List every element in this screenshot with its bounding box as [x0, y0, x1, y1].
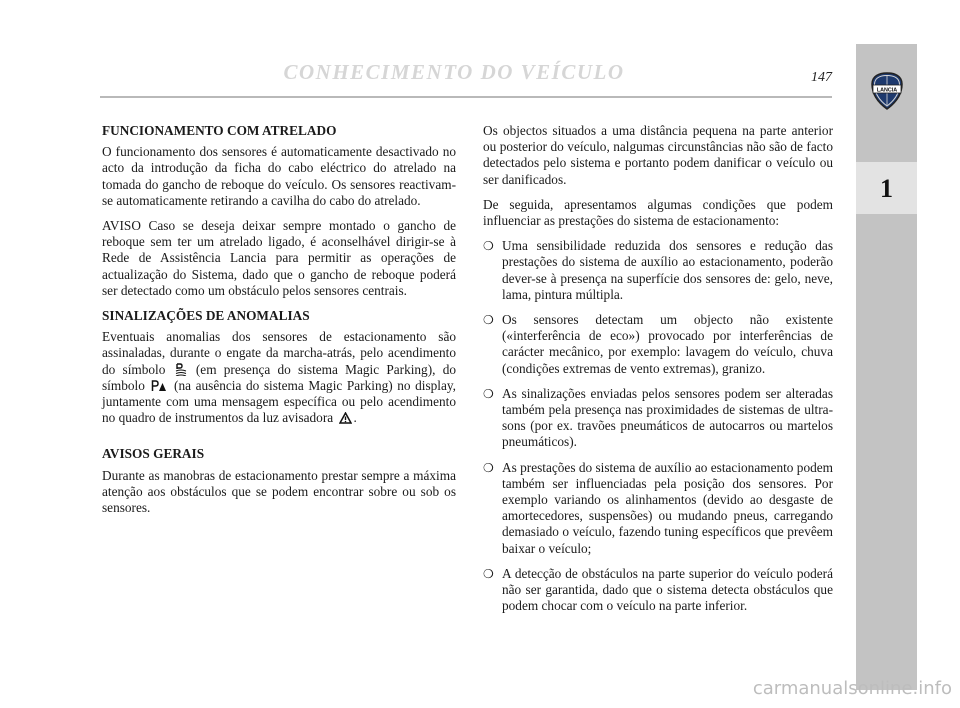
lancia-shield-logo	[870, 72, 904, 110]
list-item-text: Uma sensibilidade reduzida dos sensores e redução das prestações do sistema de auxílio ao estacionamento, poderão dever-se à presença na superfície dos sensores de: gelo, neve, lama, pintura múltipla.	[502, 238, 833, 302]
bullet-icon: ❍	[483, 313, 494, 328]
watermark: carmanualsonline.info	[752, 678, 952, 699]
chapter-number-box	[856, 162, 917, 214]
list-item-text: Os sensores detectam um objecto não existente («interferência de eco») provocado por interferências de carácter mecânico, por exemplo: lavagem do veículo, chuva (condições extremas de vento extremas), granizo.	[502, 312, 833, 376]
chapter-number: 1	[880, 174, 893, 203]
magic-parking-sensor-icon	[175, 363, 187, 376]
right-column	[483, 123, 833, 623]
anomaly-text-3: (na ausência do sistema Magic Parking) no display, juntamente com uma mensagem específica ou pelo acendimento no quadro de instrumentos da luz avisadora	[102, 377, 457, 426]
conditions-lead-paragraph: De seguida, apresentamos algumas condições que podem influenciar as prestações do sistema de estacionamento:	[483, 196, 833, 229]
list-item	[483, 312, 833, 377]
general-heading: AVISOS GERAIS	[102, 446, 205, 462]
general-paragraph: Durante as manobras de estacionamento prestar sempre a máxima atenção aos obstáculos que se podem encontrar sobre ou sob os sensores.	[102, 467, 456, 516]
header-divider	[100, 96, 832, 98]
section-title: CONHECIMENTO DO VEÍCULO	[283, 60, 625, 84]
list-item-text: As sinalizações enviadas pelos sensores podem ser alteradas também pela presença nas proximidades de sistemas de ultra-sons (por ex. travões pneumáticos de autocarros ou martelos pneumáticos).	[502, 385, 833, 450]
conditions-list	[483, 238, 833, 614]
bullet-icon: ❍	[483, 460, 494, 475]
list-item-text: As prestações do sistema de auxílio ao estacionamento podem também ser influenciadas pela posição dos sensores. Por exemplo variando os alinhamentos (devido ao desgaste de amortecedores, suspensões) ou mudando pneus, carregando demasiado o veículo, fazendo tuning específicos que prevêem baixar o veículo;	[502, 459, 833, 556]
logo-text: LANCIA	[876, 87, 898, 94]
anomaly-paragraph	[102, 329, 456, 426]
anomaly-text-1: Eventuais anomalias dos sensores de estacionamento são assinaladas, durante o engate da marcha-atrás, pelo acendimento do símbolo	[102, 329, 456, 377]
list-item	[483, 566, 833, 615]
trailer-paragraph: O funcionamento dos sensores é automaticamente desactivado no acto da introdução da ficha do cabo eléctrico do atrelado na tomada do gancho de reboque do veículo. Os sensores reactivam-se automaticamente retirando a cavilha do cabo do atrelado.	[102, 144, 456, 208]
trailer-heading: FUNCIONAMENTO COM ATRELADO	[102, 123, 337, 138]
list-item	[483, 238, 833, 303]
page-number: 147	[811, 70, 832, 85]
bullet-icon: ❍	[483, 386, 494, 401]
parking-sensor-fault-icon	[151, 380, 167, 392]
anomaly-heading: SINALIZAÇÕES DE ANOMALIAS	[102, 308, 310, 324]
list-item-text: A detecção de obstáculos na parte superior do veículo poderá não ser garantida, dado que o sistema detecta obstáculos que podem chocar com o veículo na parte inferior.	[502, 565, 833, 614]
aviso-paragraph: AVISO Caso se deseja deixar sempre montado o gancho de reboque sem ter um atrelado ligado, é aconselhável dirigir-se à Rede de Assistência Lancia para permitir as operações de actualização do Sistema, dado que o gancho de reboque poderá ser detectado como um obstáculo pelos sensores centrais.	[102, 218, 456, 298]
left-column	[102, 123, 456, 525]
anomaly-text-4: .	[353, 410, 357, 426]
warning-triangle-icon	[339, 412, 352, 424]
bullet-icon: ❍	[483, 239, 494, 254]
list-item	[483, 386, 833, 451]
chapter-side-tab	[856, 44, 917, 690]
bullet-icon: ❍	[483, 566, 494, 581]
logo-area	[856, 44, 917, 124]
anomaly-text-2: (em presença do sistema Magic Parking), do símbolo	[102, 361, 456, 393]
intro-paragraph: Os objectos situados a uma distância pequena na parte anterior ou posterior do veículo, nalgumas circunstâncias não são de facto detectados pelo sistema e portanto podem danificar o veículo ou ser danificados.	[483, 123, 833, 187]
list-item	[483, 460, 833, 557]
